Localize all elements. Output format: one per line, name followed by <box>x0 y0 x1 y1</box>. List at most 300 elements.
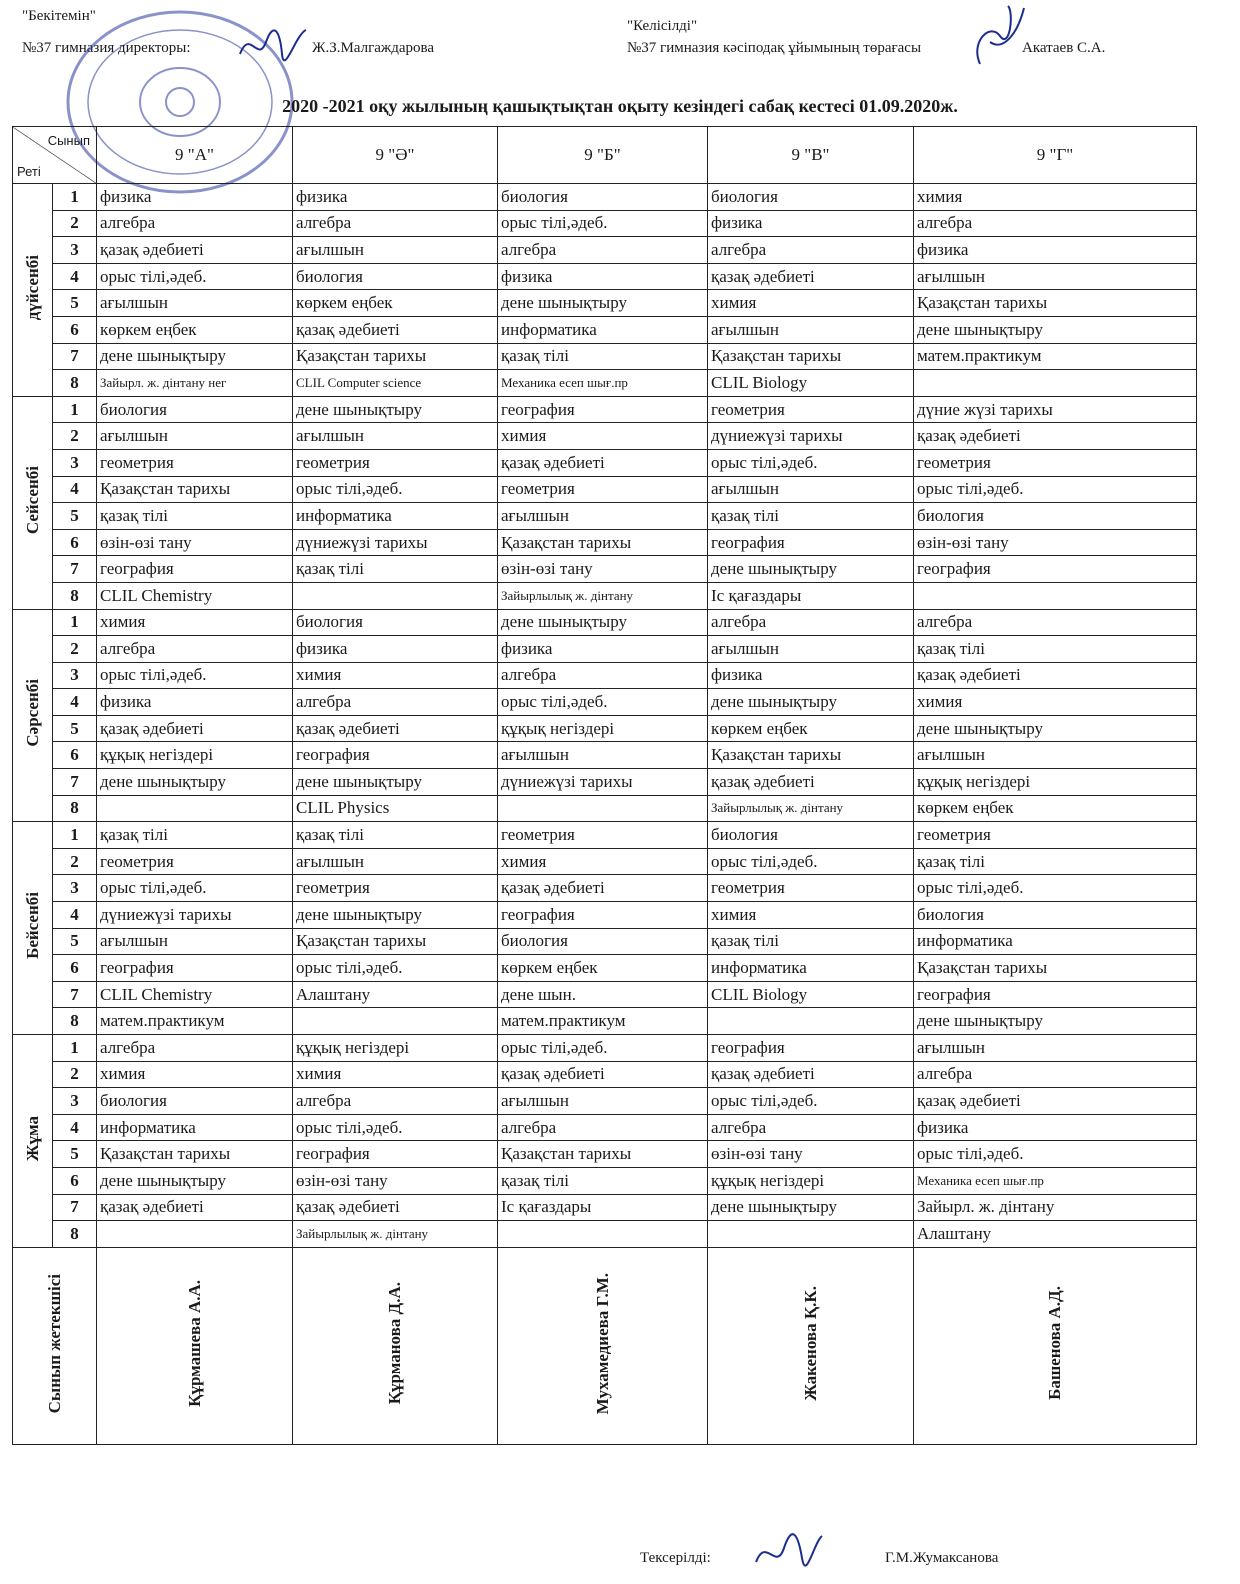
subject-cell: қазақ әдебиеті <box>914 423 1197 450</box>
subject-cell: дене шынықтыру <box>97 769 293 796</box>
subject-cell: құқық негіздері <box>498 715 708 742</box>
subject-cell: геометрия <box>914 449 1197 476</box>
subject-cell <box>708 1221 914 1248</box>
subject-cell: биология <box>498 928 708 955</box>
subject-cell: орыс тілі,әдеб. <box>708 848 914 875</box>
lesson-row <box>13 769 1197 796</box>
day-cell <box>13 822 53 1035</box>
subject-cell: химия <box>498 848 708 875</box>
corner-cell <box>13 127 97 184</box>
lesson-number: 6 <box>53 316 97 343</box>
subject-cell: география <box>914 981 1197 1008</box>
subject-cell: көркем еңбек <box>97 316 293 343</box>
subject-cell: ағылшын <box>498 503 708 530</box>
subject-cell: орыс тілі,әдеб. <box>498 689 708 716</box>
subject-cell: қазақ әдебиеті <box>97 237 293 264</box>
subject-cell: Іс қағаздары <box>498 1194 708 1221</box>
subject-cell: қазақ тілі <box>97 822 293 849</box>
subject-cell: алгебра <box>498 237 708 264</box>
subject-cell: қазақ әдебиеті <box>498 449 708 476</box>
subject-cell <box>914 370 1197 397</box>
subject-cell: Алаштану <box>293 981 498 1008</box>
subject-cell: информатика <box>293 503 498 530</box>
teacher-label-cell <box>13 1247 97 1444</box>
lesson-number: 7 <box>53 981 97 1008</box>
lesson-number: 4 <box>53 476 97 503</box>
agree-line: №37 гимназия кәсіподақ ұйымының төрағасы <box>627 40 922 56</box>
lesson-row <box>13 476 1197 503</box>
subject-cell: қазақ әдебиеті <box>914 662 1197 689</box>
subject-cell: дене шынықтыру <box>708 689 914 716</box>
subject-cell: дүниежүзі тарихы <box>97 902 293 929</box>
lesson-number: 6 <box>53 742 97 769</box>
subject-cell: геометрия <box>293 875 498 902</box>
subject-cell: қазақ әдебиеті <box>708 1061 914 1088</box>
teacher-cell <box>97 1247 293 1444</box>
subject-cell: алгебра <box>914 1061 1197 1088</box>
lesson-row <box>13 1114 1197 1141</box>
day-cell <box>13 609 53 822</box>
subject-cell: дене шынықтыру <box>914 316 1197 343</box>
lesson-row <box>13 343 1197 370</box>
subject-cell: география <box>914 556 1197 583</box>
subject-cell <box>498 1221 708 1248</box>
subject-cell: Қазақстан тарихы <box>498 1141 708 1168</box>
subject-cell: география <box>293 1141 498 1168</box>
lesson-number: 1 <box>53 396 97 423</box>
subject-cell: химия <box>914 689 1197 716</box>
lesson-number: 3 <box>53 875 97 902</box>
subject-cell: биология <box>914 503 1197 530</box>
class-header: 9 "Г" <box>914 127 1197 184</box>
lesson-number: 2 <box>53 423 97 450</box>
subject-cell: қазақ тілі <box>708 503 914 530</box>
subject-cell: қазақ тілі <box>293 556 498 583</box>
subject-cell <box>498 795 708 822</box>
subject-cell: география <box>498 902 708 929</box>
subject-cell: информатика <box>914 928 1197 955</box>
subject-cell: биология <box>708 822 914 849</box>
subject-cell: ағылшын <box>914 263 1197 290</box>
teacher-cell <box>293 1247 498 1444</box>
class-header: 9 "Ә" <box>293 127 498 184</box>
subject-cell: физика <box>914 237 1197 264</box>
subject-cell: химия <box>498 423 708 450</box>
subject-cell: өзін-өзі тану <box>914 529 1197 556</box>
lesson-number: 7 <box>53 1194 97 1221</box>
lesson-row <box>13 582 1197 609</box>
teacher-cell <box>498 1247 708 1444</box>
subject-cell: геометрия <box>97 848 293 875</box>
subject-cell: геометрия <box>708 875 914 902</box>
subject-cell: физика <box>97 689 293 716</box>
subject-cell: CLIL Physics <box>293 795 498 822</box>
class-header: 9 "А" <box>97 127 293 184</box>
director-signature-icon <box>236 24 310 66</box>
day-cell <box>13 184 53 397</box>
subject-cell: қазақ әдебиеті <box>293 715 498 742</box>
subject-cell: ағылшын <box>293 848 498 875</box>
subject-cell: Зайырл. ж. дінтану нег <box>97 370 293 397</box>
lesson-number: 3 <box>53 449 97 476</box>
subject-cell: құқық негіздері <box>293 1035 498 1062</box>
subject-cell: химия <box>293 662 498 689</box>
lesson-row <box>13 822 1197 849</box>
lesson-row <box>13 1088 1197 1115</box>
subject-cell: Қазақстан тарихы <box>708 343 914 370</box>
subject-cell: Қазақстан тарихы <box>293 928 498 955</box>
subject-cell: география <box>97 955 293 982</box>
subject-cell: матем.практикум <box>914 343 1197 370</box>
lesson-number: 2 <box>53 1061 97 1088</box>
subject-cell: қазақ әдебиеті <box>708 769 914 796</box>
lesson-row <box>13 210 1197 237</box>
lesson-row <box>13 902 1197 929</box>
subject-cell: Зайырлылық ж. дінтану <box>498 582 708 609</box>
subject-cell: қазақ әдебиеті <box>293 1194 498 1221</box>
lesson-number: 8 <box>53 370 97 397</box>
subject-cell: алгебра <box>498 662 708 689</box>
subject-cell: биология <box>97 1088 293 1115</box>
day-label: Сәрсенбі <box>22 679 42 747</box>
subject-cell: дүниежүзі тарихы <box>498 769 708 796</box>
lesson-number: 1 <box>53 184 97 211</box>
subject-cell: Зайырлылық ж. дінтану <box>293 1221 498 1248</box>
subject-cell: Зайырлылық ж. дінтану <box>708 795 914 822</box>
subject-cell: ағылшын <box>498 1088 708 1115</box>
lesson-number: 5 <box>53 1141 97 1168</box>
lesson-number: 2 <box>53 210 97 237</box>
lesson-row <box>13 955 1197 982</box>
subject-cell: Механика есеп шығ.пр <box>498 370 708 397</box>
subject-cell: Қазақстан тарихы <box>708 742 914 769</box>
lesson-row <box>13 1035 1197 1062</box>
class-header: 9 "В" <box>708 127 914 184</box>
subject-cell: ағылшын <box>97 928 293 955</box>
subject-cell: ағылшын <box>708 636 914 663</box>
subject-cell: Қазақстан тарихы <box>97 476 293 503</box>
subject-cell: Қазақстан тарихы <box>498 529 708 556</box>
subject-cell: орыс тілі,әдеб. <box>914 1141 1197 1168</box>
lesson-number: 8 <box>53 795 97 822</box>
subject-cell: дене шын. <box>498 981 708 1008</box>
lesson-number: 1 <box>53 1035 97 1062</box>
checked-label: Тексерілді: <box>640 1550 711 1566</box>
subject-cell: дене шынықтыру <box>293 902 498 929</box>
lesson-row <box>13 715 1197 742</box>
subject-cell: география <box>97 556 293 583</box>
day-label: Сейсенбі <box>22 466 42 535</box>
subject-cell: геометрия <box>97 449 293 476</box>
subject-cell: CLIL Biology <box>708 370 914 397</box>
subject-cell: көркем еңбек <box>708 715 914 742</box>
subject-cell: алгебра <box>97 1035 293 1062</box>
subject-cell: биология <box>914 902 1197 929</box>
subject-cell: ағылшын <box>914 742 1197 769</box>
approve-label: "Бекітемін" <box>22 8 96 24</box>
subject-cell: химия <box>708 902 914 929</box>
subject-cell: өзін-өзі тану <box>293 1167 498 1194</box>
subject-cell: CLIL Computer science <box>293 370 498 397</box>
subject-cell: физика <box>914 1114 1197 1141</box>
subject-cell: биология <box>293 609 498 636</box>
subject-cell: Алаштану <box>914 1221 1197 1248</box>
subject-cell: CLIL Chemistry <box>97 582 293 609</box>
subject-cell: дүниежүзі тарихы <box>708 423 914 450</box>
subject-cell: химия <box>293 1061 498 1088</box>
subject-cell: геометрия <box>708 396 914 423</box>
lesson-number: 4 <box>53 902 97 929</box>
subject-cell: физика <box>293 184 498 211</box>
subject-cell: CLIL Chemistry <box>97 981 293 1008</box>
subject-cell: орыс тілі,әдеб. <box>708 1088 914 1115</box>
lesson-row <box>13 1194 1197 1221</box>
lesson-number: 3 <box>53 662 97 689</box>
subject-cell: қазақ әдебиеті <box>293 316 498 343</box>
subject-cell: қазақ әдебиеті <box>97 715 293 742</box>
lesson-number: 7 <box>53 769 97 796</box>
subject-cell <box>97 795 293 822</box>
subject-cell: алгебра <box>498 1114 708 1141</box>
lesson-number: 4 <box>53 263 97 290</box>
subject-cell: орыс тілі,әдеб. <box>293 476 498 503</box>
subject-cell: алгебра <box>293 1088 498 1115</box>
checked-name: Г.М.Жумаксанова <box>885 1550 999 1566</box>
lesson-row <box>13 556 1197 583</box>
subject-cell: биология <box>498 184 708 211</box>
subject-cell: информатика <box>97 1114 293 1141</box>
subject-cell: алгебра <box>293 210 498 237</box>
lesson-row <box>13 529 1197 556</box>
subject-cell: алгебра <box>708 1114 914 1141</box>
subject-cell: қазақ тілі <box>293 822 498 849</box>
subject-cell: орыс тілі,әдеб. <box>914 476 1197 503</box>
lesson-number: 6 <box>53 1167 97 1194</box>
subject-cell: биология <box>293 263 498 290</box>
day-cell <box>13 396 53 609</box>
subject-cell: география <box>498 396 708 423</box>
subject-cell: қазақ әдебиеті <box>498 875 708 902</box>
subject-cell: матем.практикум <box>97 1008 293 1035</box>
subject-cell: орыс тілі,әдеб. <box>97 662 293 689</box>
subject-cell: орыс тілі,әдеб. <box>97 875 293 902</box>
teacher-row <box>13 1247 1197 1444</box>
lesson-number: 8 <box>53 1008 97 1035</box>
union-signature-icon <box>960 2 1030 70</box>
agree-name: Акатаев С.А. <box>1022 40 1106 56</box>
subject-cell: орыс тілі,әдеб. <box>293 1114 498 1141</box>
subject-cell: дене шынықтыру <box>97 343 293 370</box>
subject-cell: дене шынықтыру <box>708 556 914 583</box>
day-label: Жұма <box>22 1115 42 1162</box>
subject-cell: химия <box>708 290 914 317</box>
subject-cell: көркем еңбек <box>914 795 1197 822</box>
lesson-row <box>13 449 1197 476</box>
subject-cell: физика <box>498 263 708 290</box>
subject-cell: физика <box>708 210 914 237</box>
teacher-cell <box>708 1247 914 1444</box>
class-header: 9 "Б" <box>498 127 708 184</box>
lesson-number: 1 <box>53 822 97 849</box>
approve-line: №37 гимназия директоры: <box>22 40 191 56</box>
lesson-row <box>13 689 1197 716</box>
subject-cell: дене шынықтыру <box>293 396 498 423</box>
subject-cell: қазақ әдебиеті <box>498 1061 708 1088</box>
lesson-number: 8 <box>53 582 97 609</box>
subject-cell: химия <box>97 609 293 636</box>
subject-cell: геометрия <box>498 822 708 849</box>
subject-cell: география <box>708 529 914 556</box>
subject-cell: дене шынықтыру <box>498 290 708 317</box>
subject-cell: алгебра <box>97 636 293 663</box>
subject-cell: дене шынықтыру <box>498 609 708 636</box>
subject-cell <box>708 1008 914 1035</box>
subject-cell: құқық негіздері <box>97 742 293 769</box>
lesson-row <box>13 263 1197 290</box>
subject-cell: информатика <box>708 955 914 982</box>
lesson-number: 5 <box>53 290 97 317</box>
lesson-number: 2 <box>53 636 97 663</box>
subject-cell: өзін-өзі тану <box>97 529 293 556</box>
subject-cell: ағылшын <box>97 423 293 450</box>
lesson-number: 7 <box>53 343 97 370</box>
lesson-row <box>13 184 1197 211</box>
day-label: дүйсенбі <box>22 254 42 320</box>
subject-cell: қазақ тілі <box>914 636 1197 663</box>
subject-cell: алгебра <box>293 689 498 716</box>
subject-cell: орыс тілі,әдеб. <box>498 210 708 237</box>
subject-cell: дене шынықтыру <box>914 1008 1197 1035</box>
subject-cell: матем.практикум <box>498 1008 708 1035</box>
subject-cell: физика <box>97 184 293 211</box>
subject-cell: Қазақстан тарихы <box>97 1141 293 1168</box>
subject-cell: құқық негіздері <box>708 1167 914 1194</box>
subject-cell: биология <box>708 184 914 211</box>
teacher-name: Жакенова Қ.К. <box>800 1285 820 1401</box>
subject-cell: география <box>708 1035 914 1062</box>
subject-cell: орыс тілі,әдеб. <box>708 449 914 476</box>
subject-cell: орыс тілі,әдеб. <box>498 1035 708 1062</box>
subject-cell: қазақ тілі <box>708 928 914 955</box>
lesson-number: 3 <box>53 237 97 264</box>
subject-cell: физика <box>708 662 914 689</box>
lesson-row <box>13 636 1197 663</box>
subject-cell: география <box>293 742 498 769</box>
subject-cell: өзін-өзі тану <box>498 556 708 583</box>
subject-cell: алгебра <box>914 210 1197 237</box>
subject-cell: геометрия <box>293 449 498 476</box>
lesson-number: 3 <box>53 1088 97 1115</box>
lesson-number: 4 <box>53 689 97 716</box>
subject-cell: алгебра <box>97 210 293 237</box>
lesson-number: 8 <box>53 1221 97 1248</box>
subject-cell: қазақ тілі <box>498 343 708 370</box>
subject-cell: ағылшын <box>914 1035 1197 1062</box>
subject-cell: орыс тілі,әдеб. <box>97 263 293 290</box>
subject-cell: ағылшын <box>97 290 293 317</box>
lesson-row <box>13 1167 1197 1194</box>
lesson-row <box>13 981 1197 1008</box>
subject-cell: ағылшын <box>498 742 708 769</box>
lesson-row <box>13 848 1197 875</box>
lesson-row <box>13 316 1197 343</box>
corner-top-label: Сынып <box>47 133 90 148</box>
subject-cell: дене шынықтыру <box>914 715 1197 742</box>
subject-cell <box>293 582 498 609</box>
subject-cell: құқық негіздері <box>914 769 1197 796</box>
lesson-row <box>13 742 1197 769</box>
lesson-row <box>13 1141 1197 1168</box>
subject-cell: Механика есеп шығ.пр <box>914 1167 1197 1194</box>
subject-cell: ағылшын <box>293 237 498 264</box>
lesson-number: 1 <box>53 609 97 636</box>
subject-cell: Қазақстан тарихы <box>293 343 498 370</box>
lesson-row <box>13 237 1197 264</box>
subject-cell: дүние жүзі тарихы <box>914 396 1197 423</box>
subject-cell: орыс тілі,әдеб. <box>293 955 498 982</box>
subject-cell: қазақ тілі <box>97 503 293 530</box>
page-title: 2020 -2021 оқу жылының қашықтықтан оқыту кезіндегі сабақ кестесі 01.09.2020ж. <box>282 96 958 116</box>
subject-cell: Қазақстан тарихы <box>914 955 1197 982</box>
subject-cell: қазақ әдебиеті <box>708 263 914 290</box>
teacher-label: Сынып жетекшісі <box>44 1273 64 1413</box>
teacher-name: Құрманова Д.А. <box>385 1282 404 1405</box>
lesson-row <box>13 795 1197 822</box>
subject-cell: Іс қағаздары <box>708 582 914 609</box>
subject-cell: алгебра <box>708 237 914 264</box>
subject-cell: Қазақстан тарихы <box>914 290 1197 317</box>
lesson-row <box>13 1061 1197 1088</box>
subject-cell: геометрия <box>498 476 708 503</box>
subject-cell: орыс тілі,әдеб. <box>914 875 1197 902</box>
lesson-number: 2 <box>53 848 97 875</box>
lesson-number: 5 <box>53 928 97 955</box>
lesson-number: 6 <box>53 955 97 982</box>
subject-cell: алгебра <box>708 609 914 636</box>
subject-cell: қазақ тілі <box>914 848 1197 875</box>
subject-cell: дүниежүзі тарихы <box>293 529 498 556</box>
subject-cell: физика <box>498 636 708 663</box>
subject-cell <box>914 582 1197 609</box>
lesson-row <box>13 1221 1197 1248</box>
lesson-row <box>13 1008 1197 1035</box>
subject-cell: Зайырл. ж. дінтану <box>914 1194 1197 1221</box>
lesson-number: 5 <box>53 715 97 742</box>
class-header-row <box>13 127 1197 184</box>
subject-cell <box>97 1221 293 1248</box>
subject-cell: биология <box>97 396 293 423</box>
subject-cell: көркем еңбек <box>293 290 498 317</box>
subject-cell: қазақ әдебиеті <box>97 1194 293 1221</box>
checker-signature-icon <box>752 1528 826 1572</box>
subject-cell: дене шынықтыру <box>97 1167 293 1194</box>
teacher-cell <box>914 1247 1197 1444</box>
subject-cell: дене шынықтыру <box>293 769 498 796</box>
lesson-row <box>13 370 1197 397</box>
teacher-name: Құрмашева А.А. <box>184 1279 204 1407</box>
lesson-row <box>13 928 1197 955</box>
corner-bottom-label: Реті <box>17 164 41 179</box>
subject-cell: ағылшын <box>708 316 914 343</box>
lesson-row <box>13 662 1197 689</box>
lesson-row <box>13 396 1197 423</box>
lesson-row <box>13 423 1197 450</box>
lesson-row <box>13 503 1197 530</box>
subject-cell: геометрия <box>914 822 1197 849</box>
approve-name: Ж.З.Малгаждарова <box>312 40 435 56</box>
schedule-table <box>12 126 1197 1445</box>
subject-cell: қазақ тілі <box>498 1167 708 1194</box>
